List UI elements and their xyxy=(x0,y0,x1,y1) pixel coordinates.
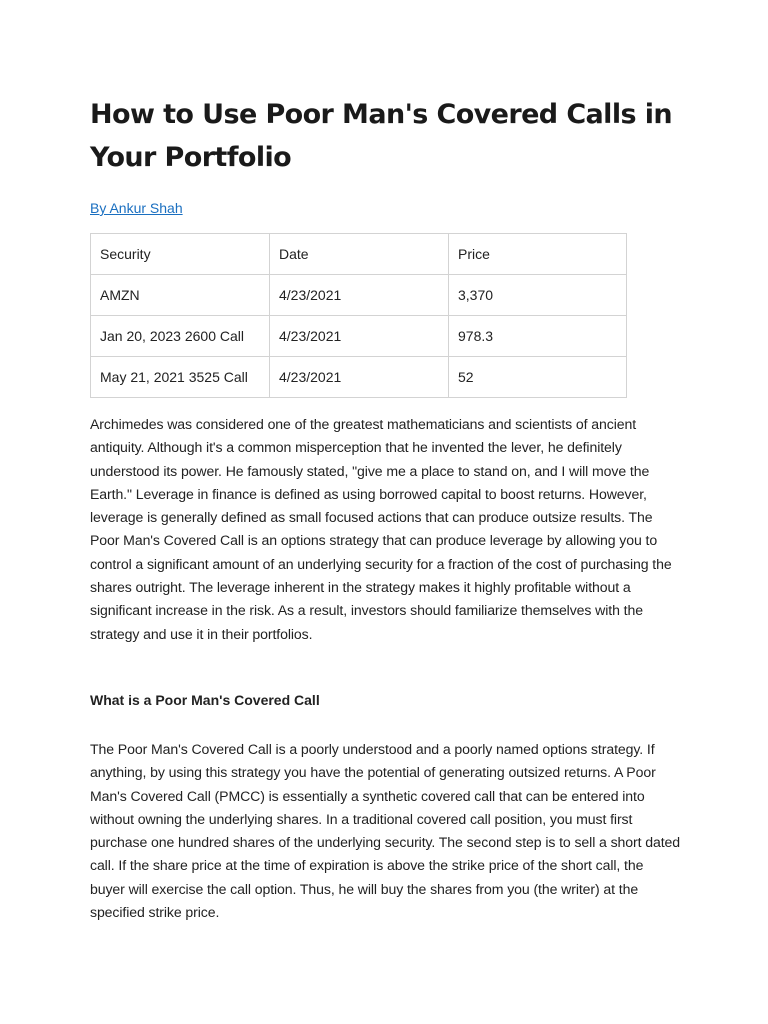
price-cell: 52 xyxy=(449,357,627,398)
column-header-date: Date xyxy=(270,234,449,275)
price-cell: 978.3 xyxy=(449,316,627,357)
securities-table xyxy=(90,233,627,398)
intro-paragraph: Archimedes was considered one of the greatest mathematicians and scientists of ancient antiquity. Although it's a common misperception that he invented the lever, he definitely understood its power. He famously stated, "give me a place to stand on, and I will move the Earth." Leverage in finance is defined as using borrowed capital to boost returns. However, leverage is generally defined as small focused actions that can produce outsize results. The Poor Man's Covered Call is an options strategy that can produce leverage by allowing you to control a significant amount of an underlying security for a fraction of the cost of purchasing the shares outright. The leverage inherent in the strategy makes it highly profitable without a significant increase in the risk. As a result, investors should familiarize themselves with the strategy and use it in their portfolios. xyxy=(90,416,672,642)
table-row xyxy=(91,316,627,357)
price-cell: 3,370 xyxy=(449,275,627,316)
table-row xyxy=(91,357,627,398)
article-title: How to Use Poor Man's Covered Calls in Your Portfolio xyxy=(90,99,673,173)
author-link[interactable]: By Ankur Shah xyxy=(90,200,183,216)
date-cell: 4/23/2021 xyxy=(270,316,449,357)
section-heading: What is a Poor Man's Covered Call xyxy=(90,692,320,708)
security-cell: May 21, 2021 3525 Call xyxy=(91,357,270,398)
body-paragraph: The Poor Man's Covered Call is a poorly understood and a poorly named options strategy. If anything, by using this strategy you have the potential of generating outsized returns. A Poor Man's Covered Call (PMCC) is essentially a synthetic covered call that can be entered into without owning the underlying shares. In a traditional covered call position, you must first purchase one hundred shares of the underlying security. The second step is to sell a short dated call. If the share price at the time of expiration is above the strike price of the short call, the buyer will exercise the call option. Thus, he will buy the shares from you (the writer) at the specified strike price. xyxy=(90,741,681,921)
column-header-price: Price xyxy=(449,234,627,275)
date-cell: 4/23/2021 xyxy=(270,275,449,316)
table-header-row xyxy=(91,234,627,275)
column-header-security: Security xyxy=(91,234,270,275)
table-row xyxy=(91,275,627,316)
date-cell: 4/23/2021 xyxy=(270,357,449,398)
security-cell: Jan 20, 2023 2600 Call xyxy=(91,316,270,357)
security-cell: AMZN xyxy=(91,275,270,316)
